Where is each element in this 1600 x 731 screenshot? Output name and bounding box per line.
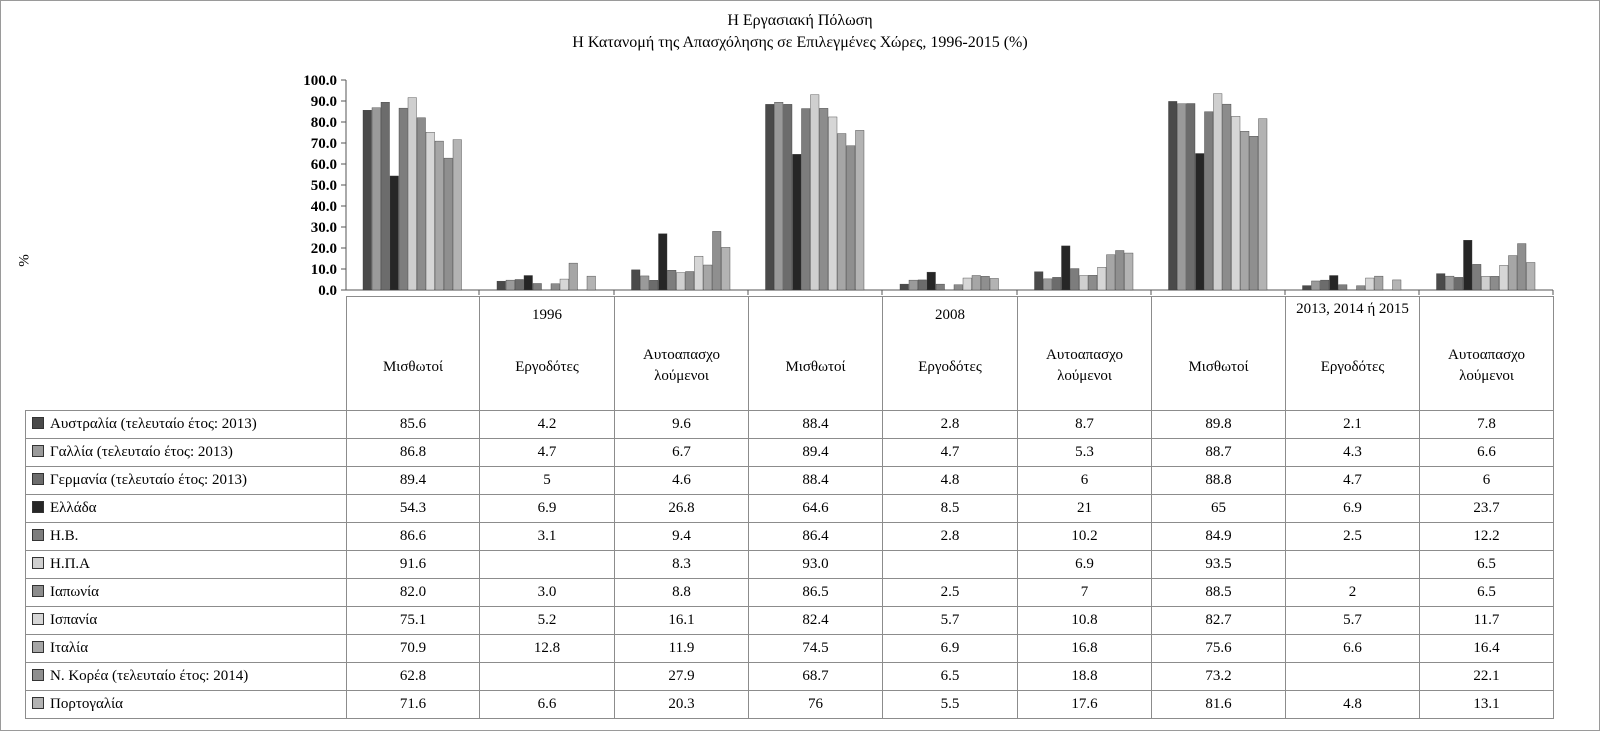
bar bbox=[1196, 154, 1205, 291]
data-cell: 4.6 bbox=[615, 467, 749, 495]
data-cell: 6.6 bbox=[1286, 635, 1420, 663]
data-cell: 22.1 bbox=[1420, 663, 1554, 691]
legend-entry bbox=[26, 467, 347, 495]
bar bbox=[381, 102, 390, 290]
legend-key bbox=[32, 669, 44, 681]
bar bbox=[775, 102, 784, 290]
data-cell: 11.9 bbox=[615, 635, 749, 663]
bar bbox=[900, 284, 909, 290]
legend-entry bbox=[26, 663, 347, 691]
data-cell: 89.4 bbox=[749, 439, 883, 467]
bar bbox=[1518, 244, 1527, 290]
data-cell: 4.7 bbox=[1286, 467, 1420, 495]
column-header bbox=[1018, 297, 1152, 411]
bar bbox=[408, 98, 417, 290]
data-cell: 82.7 bbox=[1152, 607, 1286, 635]
bar bbox=[1437, 274, 1446, 290]
data-cell: 8.3 bbox=[615, 551, 749, 579]
legend-key bbox=[32, 557, 44, 569]
series-name: Ελλάδα bbox=[50, 500, 97, 516]
period-label bbox=[749, 305, 882, 347]
data-cell: 13.1 bbox=[1420, 691, 1554, 719]
data-cell: 6 bbox=[1018, 467, 1152, 495]
data-cell: 3.0 bbox=[480, 579, 615, 607]
table-row bbox=[26, 523, 1554, 551]
bar bbox=[1250, 136, 1259, 290]
bar bbox=[686, 272, 695, 290]
data-cell: 12.2 bbox=[1420, 523, 1554, 551]
table-row bbox=[26, 691, 1554, 719]
series-name: Η.Β. bbox=[50, 528, 79, 544]
y-tick-label: 0.0 bbox=[318, 283, 337, 299]
series-name: Η.Π.Α bbox=[50, 556, 90, 572]
data-cell: 81.6 bbox=[1152, 691, 1286, 719]
bar bbox=[909, 280, 918, 290]
legend-key bbox=[32, 697, 44, 709]
bar bbox=[927, 272, 936, 290]
bar bbox=[1107, 255, 1116, 290]
bar bbox=[515, 280, 524, 291]
bar bbox=[1330, 276, 1339, 290]
data-cell: 4.7 bbox=[883, 439, 1018, 467]
column-header bbox=[480, 297, 615, 411]
data-cell: 93.5 bbox=[1152, 551, 1286, 579]
bar bbox=[659, 234, 668, 290]
series-name: Ιαπωνία bbox=[50, 584, 99, 600]
bar bbox=[390, 176, 399, 290]
data-cell: 5.5 bbox=[883, 691, 1018, 719]
series-name: Γαλλία (τελευταίο έτος: 2013) bbox=[50, 444, 233, 460]
data-cell: 9.6 bbox=[615, 411, 749, 439]
legend-key bbox=[32, 473, 44, 485]
data-cell: 4.3 bbox=[1286, 439, 1420, 467]
bar bbox=[444, 158, 453, 290]
data-cell: 75.6 bbox=[1152, 635, 1286, 663]
data-cell: 5 bbox=[480, 467, 615, 495]
series-name: Αυστραλία (τελευταίο έτος: 2013) bbox=[50, 416, 257, 432]
data-cell bbox=[480, 551, 615, 579]
bar bbox=[417, 118, 426, 290]
chart-title-line-1: Η Εργασιακή Πόλωση bbox=[727, 12, 873, 29]
column-header bbox=[615, 297, 749, 411]
data-cell: 88.4 bbox=[749, 467, 883, 495]
legend-key bbox=[32, 641, 44, 653]
y-tick-label: 40.0 bbox=[310, 199, 337, 215]
data-cell bbox=[480, 663, 615, 691]
bar bbox=[704, 265, 713, 290]
bar bbox=[1312, 281, 1321, 290]
bar bbox=[847, 146, 856, 290]
data-cell: 64.6 bbox=[749, 495, 883, 523]
category-label: Μισθωτοί bbox=[382, 359, 444, 375]
bar bbox=[1116, 251, 1125, 290]
bar bbox=[1178, 104, 1187, 290]
data-cell: 16.8 bbox=[1018, 635, 1152, 663]
bar bbox=[802, 109, 811, 290]
data-cell: 5.7 bbox=[1286, 607, 1420, 635]
bar bbox=[497, 281, 506, 290]
bar bbox=[551, 284, 560, 290]
bar bbox=[1527, 262, 1536, 290]
y-tick-label: 90.0 bbox=[310, 94, 337, 110]
bar bbox=[1098, 267, 1107, 290]
bar bbox=[668, 270, 677, 290]
data-cell: 86.4 bbox=[749, 523, 883, 551]
category-label: Αυτοαπασχο λούμενοι bbox=[643, 347, 720, 384]
bar bbox=[766, 104, 775, 290]
legend-entry bbox=[26, 551, 347, 579]
legend-entry bbox=[26, 411, 347, 439]
data-cell: 6.9 bbox=[480, 495, 615, 523]
series-name: Γερμανία (τελευταίο έτος: 2013) bbox=[50, 472, 247, 488]
data-cell: 8.8 bbox=[615, 579, 749, 607]
data-cell: 88.5 bbox=[1152, 579, 1286, 607]
data-cell: 82.4 bbox=[749, 607, 883, 635]
y-tick-label: 100.0 bbox=[303, 73, 337, 89]
data-cell: 9.4 bbox=[615, 523, 749, 551]
table-row bbox=[26, 551, 1554, 579]
data-cell: 3.1 bbox=[480, 523, 615, 551]
bar bbox=[632, 270, 641, 290]
data-cell: 5.7 bbox=[883, 607, 1018, 635]
bar bbox=[1455, 277, 1464, 290]
column-header bbox=[749, 297, 883, 411]
data-cell: 54.3 bbox=[347, 495, 480, 523]
bar bbox=[506, 280, 515, 290]
category-label: Εργοδότες bbox=[515, 359, 579, 375]
data-cell: 86.8 bbox=[347, 439, 480, 467]
data-cell: 86.5 bbox=[749, 579, 883, 607]
column-header bbox=[1152, 297, 1286, 411]
data-cell: 6.5 bbox=[883, 663, 1018, 691]
data-cell: 4.8 bbox=[1286, 691, 1420, 719]
legend-entry bbox=[26, 495, 347, 523]
table-row bbox=[26, 467, 1554, 495]
bar bbox=[954, 285, 963, 290]
data-cell bbox=[1286, 551, 1420, 579]
legend-key bbox=[32, 585, 44, 597]
table-header-row bbox=[26, 297, 1554, 411]
table-row bbox=[26, 411, 1554, 439]
data-cell: 6.9 bbox=[1018, 551, 1152, 579]
data-cell: 93.0 bbox=[749, 551, 883, 579]
data-cell: 11.7 bbox=[1420, 607, 1554, 635]
period-label bbox=[347, 305, 479, 347]
bar bbox=[1303, 286, 1312, 290]
data-cell: 88.8 bbox=[1152, 467, 1286, 495]
data-cell: 7.8 bbox=[1420, 411, 1554, 439]
column-header bbox=[883, 297, 1018, 411]
data-cell: 2.8 bbox=[883, 411, 1018, 439]
bar bbox=[1357, 286, 1366, 290]
data-cell: 6.6 bbox=[480, 691, 615, 719]
bar bbox=[1035, 272, 1044, 290]
table-row bbox=[26, 495, 1554, 523]
bar bbox=[533, 283, 542, 290]
bar bbox=[1491, 276, 1500, 290]
bar bbox=[972, 276, 981, 290]
bar bbox=[695, 256, 704, 290]
bar bbox=[1205, 112, 1214, 290]
bar bbox=[722, 247, 731, 290]
bar bbox=[936, 284, 945, 290]
legend-entry bbox=[26, 579, 347, 607]
legend-key bbox=[32, 529, 44, 541]
data-cell: 4.2 bbox=[480, 411, 615, 439]
data-cell: 8.7 bbox=[1018, 411, 1152, 439]
period-label: 1996 bbox=[532, 307, 562, 323]
bar bbox=[1089, 275, 1098, 290]
y-tick-label: 50.0 bbox=[310, 178, 337, 194]
legend-entry bbox=[26, 523, 347, 551]
bar bbox=[838, 134, 847, 290]
legend-key bbox=[32, 613, 44, 625]
column-header bbox=[347, 297, 480, 411]
bar bbox=[1232, 116, 1241, 290]
bar bbox=[1500, 265, 1509, 290]
category-label: Μισθωτοί bbox=[785, 359, 846, 375]
category-label: Μισθωτοί bbox=[1188, 359, 1249, 375]
series-name: Ιταλία bbox=[50, 640, 89, 656]
data-cell: 71.6 bbox=[347, 691, 480, 719]
bar bbox=[524, 276, 533, 290]
bar bbox=[963, 278, 972, 290]
data-cell: 2 bbox=[1286, 579, 1420, 607]
data-cell: 6.5 bbox=[1420, 551, 1554, 579]
bar bbox=[713, 231, 722, 290]
data-cell: 6.6 bbox=[1420, 439, 1554, 467]
data-cell: 27.9 bbox=[615, 663, 749, 691]
bar bbox=[650, 280, 659, 290]
legend-key bbox=[32, 445, 44, 457]
table-row bbox=[26, 579, 1554, 607]
bar bbox=[1214, 94, 1223, 290]
bar bbox=[641, 276, 650, 290]
data-cell: 4.8 bbox=[883, 467, 1018, 495]
legend-key bbox=[32, 417, 44, 429]
chart-title-line-2: Η Κατανομή της Απασχόλησης σε Επιλεγμένες Χώρες, 1996-2015 (%) bbox=[572, 34, 1028, 51]
bar bbox=[1062, 246, 1071, 290]
bar bbox=[569, 263, 578, 290]
bar bbox=[1464, 240, 1473, 290]
data-cell: 89.8 bbox=[1152, 411, 1286, 439]
period-label bbox=[1420, 305, 1553, 347]
bar bbox=[1366, 278, 1375, 290]
period-label bbox=[1152, 305, 1285, 347]
data-cell: 18.8 bbox=[1018, 663, 1152, 691]
bar bbox=[399, 108, 408, 290]
bar bbox=[560, 279, 569, 290]
table-corner bbox=[26, 297, 347, 411]
bar bbox=[1339, 285, 1348, 290]
bar bbox=[587, 276, 596, 290]
bar bbox=[990, 278, 999, 290]
bar bbox=[918, 280, 927, 290]
y-tick-label: 20.0 bbox=[310, 241, 337, 257]
data-cell: 88.4 bbox=[749, 411, 883, 439]
data-cell: 2.1 bbox=[1286, 411, 1420, 439]
category-label: Αυτοαπασχο λούμενοι bbox=[1448, 347, 1525, 384]
data-cell: 74.5 bbox=[749, 635, 883, 663]
bar bbox=[1509, 256, 1518, 290]
data-cell: 68.7 bbox=[749, 663, 883, 691]
bar bbox=[856, 130, 865, 290]
bar bbox=[1044, 279, 1053, 290]
data-table bbox=[25, 296, 1554, 719]
table-row bbox=[26, 607, 1554, 635]
table-row bbox=[26, 663, 1554, 691]
bar bbox=[435, 141, 444, 290]
data-cell: 4.7 bbox=[480, 439, 615, 467]
bar bbox=[426, 132, 435, 290]
category-label: Αυτοαπασχο λούμενοι bbox=[1046, 347, 1123, 384]
bar bbox=[1125, 253, 1134, 290]
data-cell: 2.5 bbox=[1286, 523, 1420, 551]
data-cell: 88.7 bbox=[1152, 439, 1286, 467]
bar bbox=[829, 117, 838, 290]
data-cell: 6.9 bbox=[883, 635, 1018, 663]
bar bbox=[1169, 101, 1178, 290]
y-tick-label: 10.0 bbox=[310, 262, 337, 278]
bar bbox=[1071, 269, 1080, 290]
data-cell: 62.8 bbox=[347, 663, 480, 691]
legend-entry bbox=[26, 607, 347, 635]
category-label: Εργοδότες bbox=[1320, 359, 1385, 375]
data-cell: 23.7 bbox=[1420, 495, 1554, 523]
bar bbox=[1393, 280, 1402, 290]
data-cell: 17.6 bbox=[1018, 691, 1152, 719]
series-name: Πορτογαλία bbox=[50, 696, 124, 712]
y-tick-label: 80.0 bbox=[310, 115, 337, 131]
bar bbox=[981, 276, 990, 290]
data-cell: 26.8 bbox=[615, 495, 749, 523]
data-cell: 65 bbox=[1152, 495, 1286, 523]
data-cell: 6 bbox=[1420, 467, 1554, 495]
bar bbox=[372, 108, 381, 290]
data-cell: 21 bbox=[1018, 495, 1152, 523]
data-cell: 89.4 bbox=[347, 467, 480, 495]
bar bbox=[1080, 276, 1089, 290]
legend-key bbox=[32, 501, 44, 513]
y-tick-label: 60.0 bbox=[310, 157, 337, 173]
bar bbox=[677, 273, 686, 290]
bar bbox=[793, 154, 802, 290]
data-cell: 70.9 bbox=[347, 635, 480, 663]
data-cell bbox=[1286, 663, 1420, 691]
data-cell: 16.1 bbox=[615, 607, 749, 635]
bar bbox=[1053, 277, 1062, 290]
bar bbox=[1223, 104, 1232, 290]
data-cell: 73.2 bbox=[1152, 663, 1286, 691]
data-cell: 85.6 bbox=[347, 411, 480, 439]
data-cell: 91.6 bbox=[347, 551, 480, 579]
data-cell bbox=[883, 551, 1018, 579]
data-cell: 2.8 bbox=[883, 523, 1018, 551]
data-cell: 6.5 bbox=[1420, 579, 1554, 607]
period-label bbox=[1018, 305, 1151, 347]
data-cell: 86.6 bbox=[347, 523, 480, 551]
period-label: 2013, 2014 ή 2015 bbox=[1296, 301, 1409, 317]
category-label: Εργοδότες bbox=[918, 359, 982, 375]
period-label bbox=[615, 305, 748, 347]
table-row bbox=[26, 635, 1554, 663]
legend-entry bbox=[26, 635, 347, 663]
bar bbox=[1321, 280, 1330, 290]
bar bbox=[1473, 264, 1482, 290]
data-cell: 6.7 bbox=[615, 439, 749, 467]
data-cell: 16.4 bbox=[1420, 635, 1554, 663]
data-cell: 10.2 bbox=[1018, 523, 1152, 551]
bar bbox=[1259, 119, 1268, 290]
data-cell: 7 bbox=[1018, 579, 1152, 607]
bar bbox=[453, 140, 462, 290]
data-cell: 12.8 bbox=[480, 635, 615, 663]
bar bbox=[1187, 104, 1196, 290]
data-cell: 5.3 bbox=[1018, 439, 1152, 467]
data-cell: 82.0 bbox=[347, 579, 480, 607]
data-cell: 8.5 bbox=[883, 495, 1018, 523]
data-cell: 2.5 bbox=[883, 579, 1018, 607]
table-row bbox=[26, 439, 1554, 467]
data-cell: 75.1 bbox=[347, 607, 480, 635]
data-cell: 6.9 bbox=[1286, 495, 1420, 523]
bar bbox=[1446, 276, 1455, 290]
data-cell: 20.3 bbox=[615, 691, 749, 719]
column-header bbox=[1286, 297, 1420, 411]
data-cell: 84.9 bbox=[1152, 523, 1286, 551]
legend-entry bbox=[26, 439, 347, 467]
bar bbox=[1482, 276, 1491, 290]
series-name: Ν. Κορέα (τελευταίο έτος: 2014) bbox=[50, 668, 249, 684]
y-axis-label: % bbox=[16, 254, 33, 267]
data-cell: 76 bbox=[749, 691, 883, 719]
bar bbox=[1375, 276, 1384, 290]
bar bbox=[363, 110, 372, 290]
bar bbox=[1241, 131, 1250, 290]
period-label: 2008 bbox=[935, 307, 965, 323]
column-header bbox=[1420, 297, 1554, 411]
data-cell: 5.2 bbox=[480, 607, 615, 635]
y-tick-label: 30.0 bbox=[310, 220, 337, 236]
bar bbox=[820, 108, 829, 290]
bar bbox=[811, 95, 820, 290]
data-cell: 10.8 bbox=[1018, 607, 1152, 635]
legend-entry bbox=[26, 691, 347, 719]
y-tick-label: 70.0 bbox=[310, 136, 337, 152]
series-name: Ισπανία bbox=[50, 612, 98, 628]
bar bbox=[784, 104, 793, 290]
